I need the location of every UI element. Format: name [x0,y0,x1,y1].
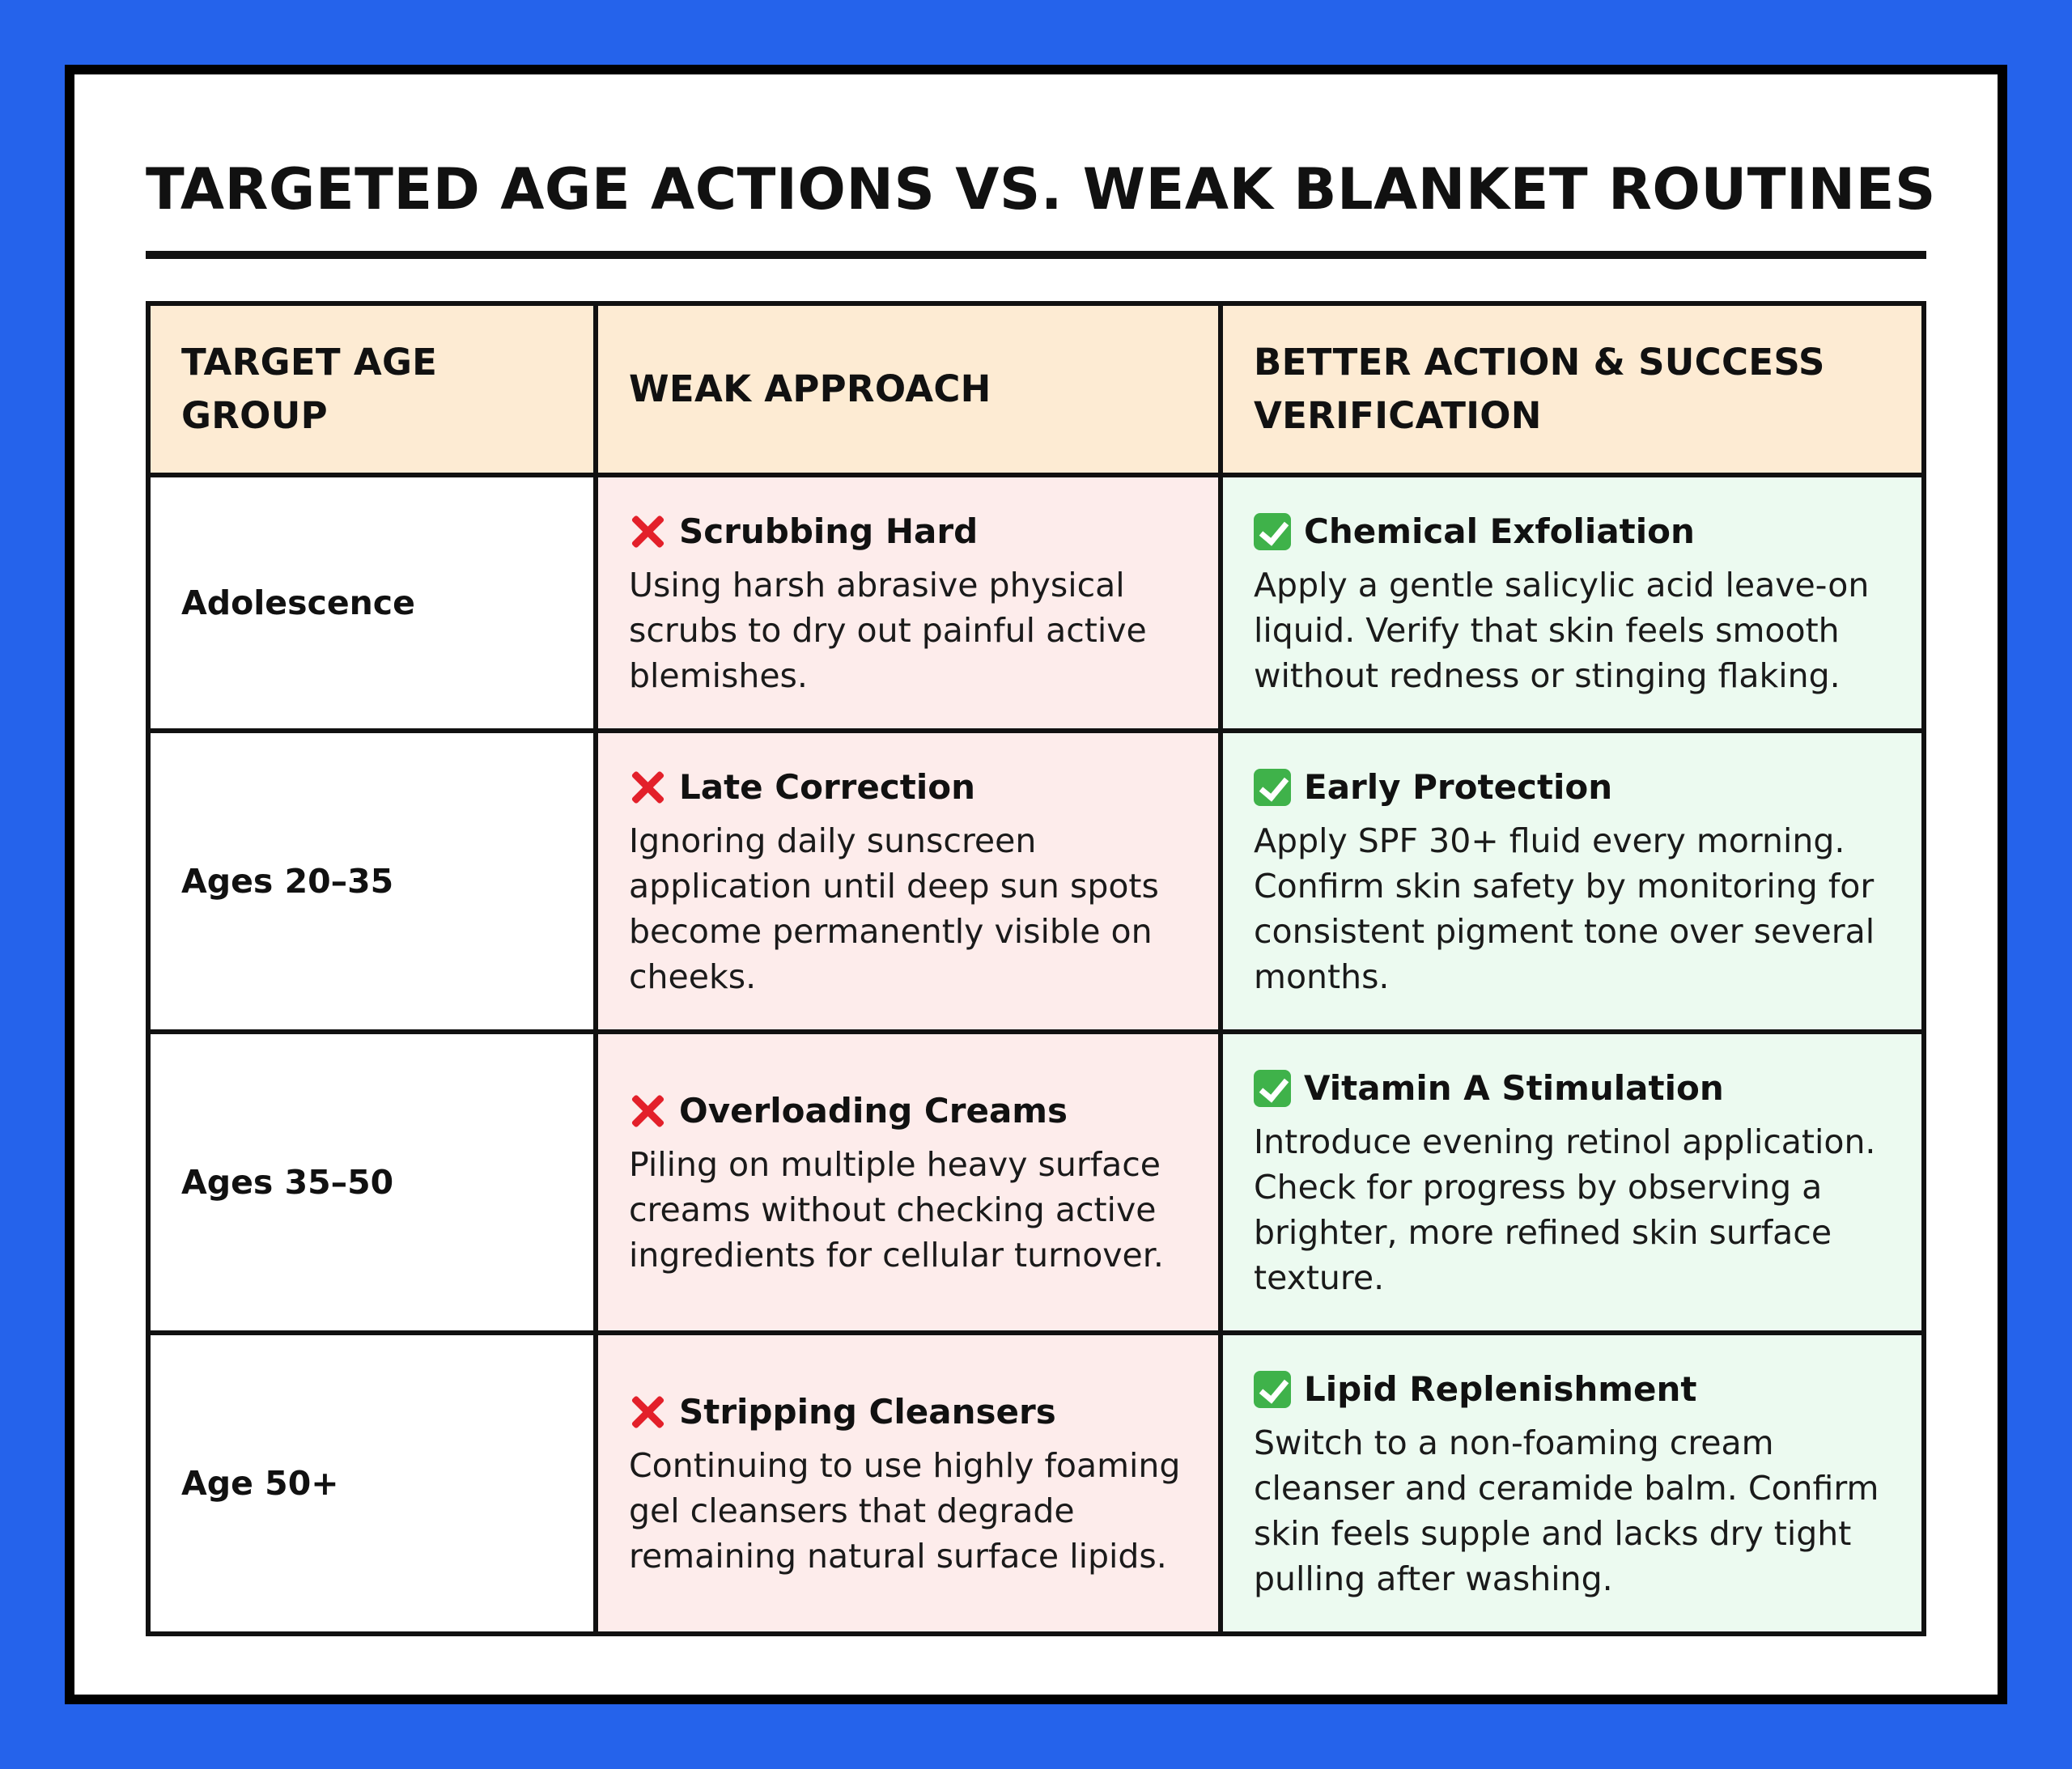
age-group-cell: Adolescence [148,475,596,731]
header-weak-approach: WEAK APPROACH [596,303,1221,475]
weak-approach-cell [596,1032,1221,1333]
weak-approach-title: Scrubbing Hard [679,511,979,551]
better-action-text: Apply a gentle salicylic acid leave-on liquid. Verify that skin feels smooth without redness or stinging flaking. [1254,566,1870,695]
comparison-table [146,301,1926,1636]
check-mark-icon [1254,769,1291,806]
weak-approach-cell [596,731,1221,1032]
weak-approach-heading [629,1087,1189,1135]
better-action-title: Early Protection [1304,767,1613,807]
weak-approach-cell [596,1333,1221,1634]
better-action-title: Chemical Exfoliation [1304,511,1695,551]
weak-approach-title: Stripping Cleansers [679,1392,1056,1432]
weak-approach-heading [629,763,1189,812]
cross-mark-icon [629,1394,666,1431]
weak-approach-title: Overloading Creams [679,1091,1068,1131]
table-row [148,475,1924,731]
better-action-cell [1221,475,1924,731]
check-mark-icon [1254,1070,1291,1107]
better-action-heading [1254,1064,1892,1113]
better-action-heading [1254,507,1892,556]
weak-approach-text: Piling on multiple heavy surface creams without checking active ingredients for cellular turnover. [629,1145,1164,1275]
infographic-card [65,65,2007,1704]
better-action-cell [1221,1333,1924,1634]
table-row [148,1032,1924,1333]
table-row [148,1333,1924,1634]
better-action-title: Vitamin A Stimulation [1304,1068,1724,1108]
better-action-cell [1221,731,1924,1032]
better-action-text: Introduce evening retinol application. Check for progress by observing a brighter, more refined skin surface texture. [1254,1122,1876,1297]
weak-approach-text: Continuing to use highly foaming gel cleansers that degrade remaining natural surface lipids. [629,1446,1181,1576]
weak-approach-title: Late Correction [679,767,976,807]
check-mark-icon [1254,1371,1291,1408]
table-row [148,731,1924,1032]
page-title: TARGETED AGE ACTIONS VS. WEAK BLANKET ROUTINES [146,156,1936,223]
weak-approach-text: Ignoring daily sunscreen application until deep sun spots become permanently visible on cheeks. [629,821,1159,996]
weak-approach-heading [629,1388,1189,1436]
age-group-cell: Ages 35–50 [148,1032,596,1333]
age-group-cell: Age 50+ [148,1333,596,1634]
title-divider [146,251,1926,259]
cross-mark-icon [629,769,666,806]
better-action-title: Lipid Replenishment [1304,1369,1697,1409]
age-group-cell: Ages 20–35 [148,731,596,1032]
cross-mark-icon [629,1092,666,1130]
better-action-text: Apply SPF 30+ fluid every morning. Confirm skin safety by monitoring for consistent pigment tone over several months. [1254,821,1875,996]
cross-mark-icon [629,513,666,550]
better-action-cell [1221,1032,1924,1333]
check-mark-icon [1254,513,1291,550]
header-target-age-group: TARGET AGE GROUP [148,303,596,475]
header-better-action: BETTER ACTION & SUCCESS VERIFICATION [1221,303,1924,475]
weak-approach-text: Using harsh abrasive physical scrubs to dry out painful active blemishes. [629,566,1147,695]
table-header-row [148,303,1924,475]
better-action-text: Switch to a non-foaming cream cleanser and ceramide balm. Confirm skin feels supple and lacks dry tight pulling after washing. [1254,1423,1879,1598]
weak-approach-cell [596,475,1221,731]
weak-approach-heading [629,507,1189,556]
better-action-heading [1254,1365,1892,1414]
better-action-heading [1254,763,1892,812]
